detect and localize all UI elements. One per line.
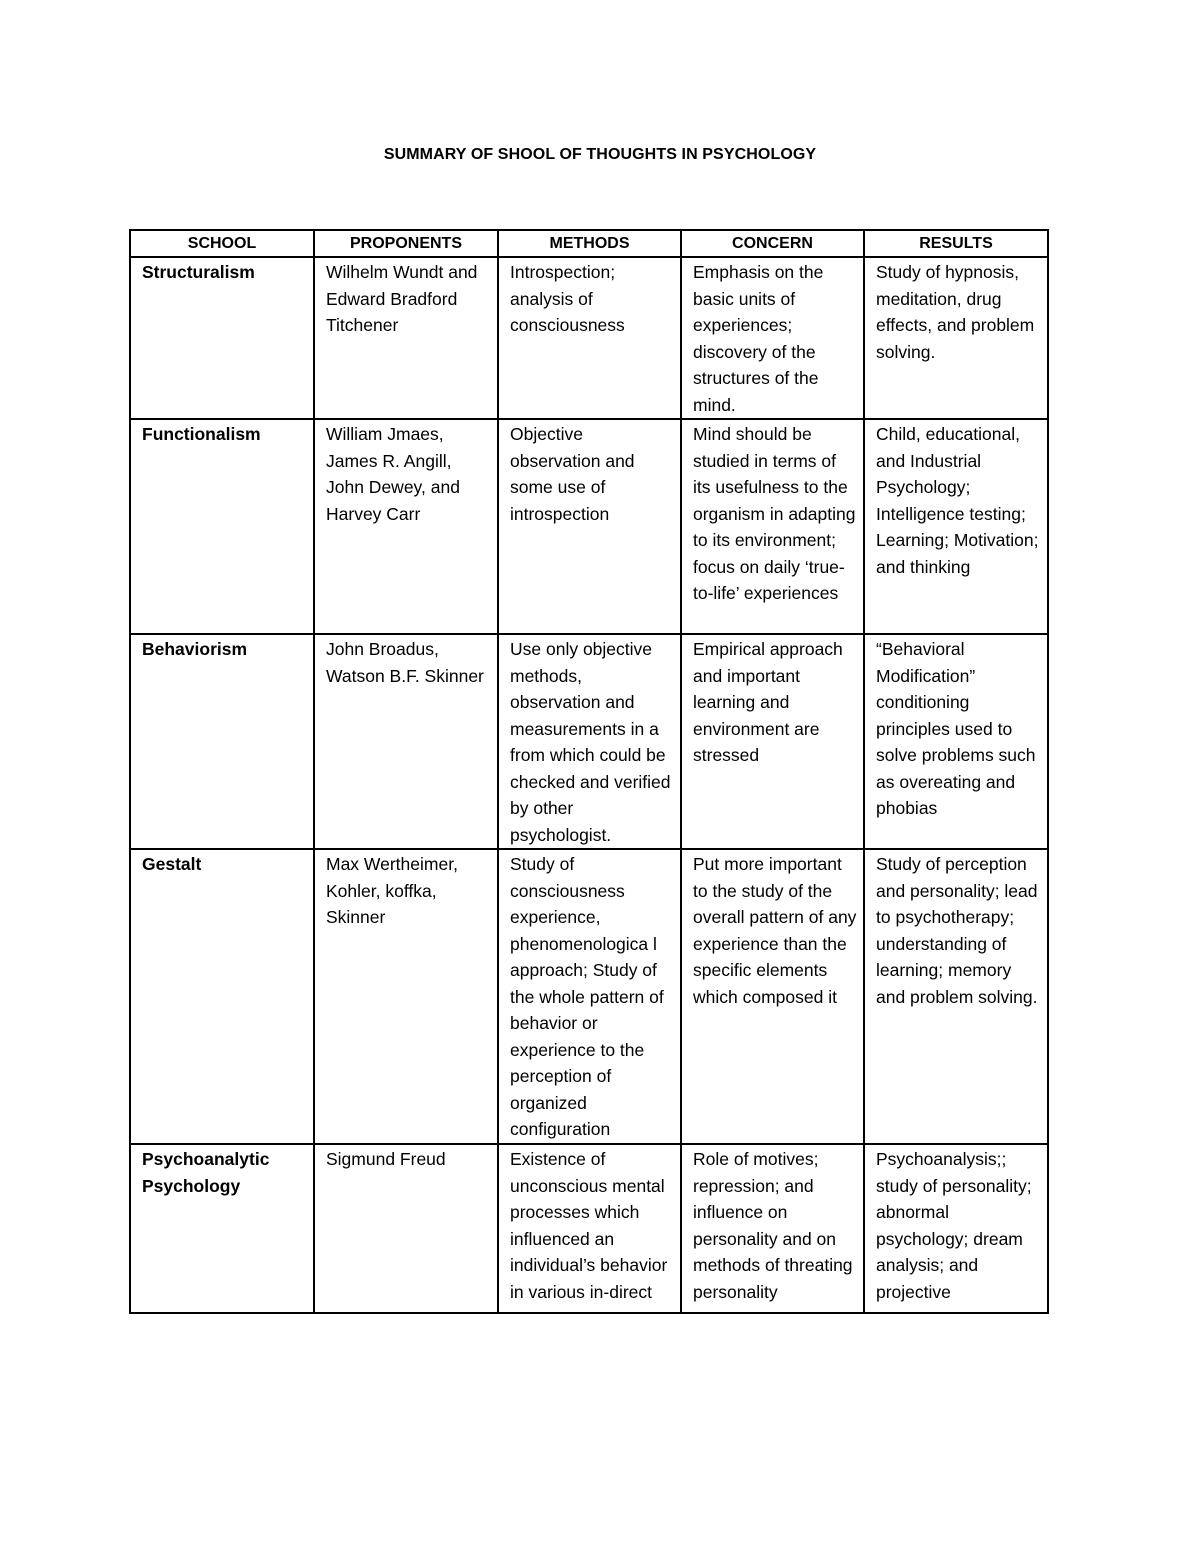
school-cell: Psychoanalytic Psychology: [130, 1144, 314, 1313]
results-cell: “Behavioral Modification” conditioning principles used to solve problems such as overeating and phobias: [864, 634, 1048, 849]
proponents-cell: William Jmaes, James R. Angill, John Dewey, and Harvey Carr: [314, 419, 498, 634]
methods-cell: Objective observation and some use of introspection: [498, 419, 681, 634]
page-title: SUMMARY OF SHOOL OF THOUGHTS IN PSYCHOLOGY: [383, 146, 817, 163]
proponents-cell: Max Wertheimer, Kohler, koffka, Skinner: [314, 849, 498, 1144]
results-cell: Child, educational, and Industrial Psychology; Intelligence testing; Learning; Motivation; and thinking: [864, 419, 1048, 634]
table-row: [130, 1144, 1048, 1313]
header-results: RESULTS: [864, 230, 1048, 257]
table-row: [130, 419, 1048, 634]
concern-cell: Emphasis on the basic units of experiences; discovery of the structures of the mind.: [681, 257, 864, 419]
methods-cell: Existence of unconscious mental processes which influenced an individual’s behavior in various in-direct: [498, 1144, 681, 1313]
results-cell: Psychoanalysis;; study of personality; abnormal psychology; dream analysis; and projective: [864, 1144, 1048, 1313]
header-proponents: PROPONENTS: [314, 230, 498, 257]
concern-cell: Put more important to the study of the overall pattern of any experience than the specific elements which composed it: [681, 849, 864, 1144]
table-row: [130, 634, 1048, 849]
proponents-cell: Wilhelm Wundt and Edward Bradford Titchener: [314, 257, 498, 419]
methods-cell: Study of consciousness experience, phenomenologica l approach; Study of the whole pattern of behavior or experience to the perception of organized configuration: [498, 849, 681, 1144]
proponents-cell: John Broadus, Watson B.F. Skinner: [314, 634, 498, 849]
results-cell: Study of perception and personality; lead to psychotherapy; understanding of learning; memory and problem solving.: [864, 849, 1048, 1144]
school-cell: Structuralism: [130, 257, 314, 419]
table-row: [130, 849, 1048, 1144]
school-cell: Behaviorism: [130, 634, 314, 849]
school-cell: Functionalism: [130, 419, 314, 634]
table-header-row: [130, 230, 1048, 257]
concern-cell: Empirical approach and important learning and environment are stressed: [681, 634, 864, 849]
table-row: [130, 257, 1048, 419]
results-cell: Study of hypnosis, meditation, drug effects, and problem solving.: [864, 257, 1048, 419]
header-concern: CONCERN: [681, 230, 864, 257]
methods-cell: Introspection; analysis of consciousness: [498, 257, 681, 419]
header-school: SCHOOL: [130, 230, 314, 257]
school-cell: Gestalt: [130, 849, 314, 1144]
methods-cell: Use only objective methods, observation and measurements in a from which could be checked and verified by other psychologist.: [498, 634, 681, 849]
header-methods: METHODS: [498, 230, 681, 257]
psychology-schools-table: [129, 229, 1049, 1314]
concern-cell: Mind should be studied in terms of its usefulness to the organism in adapting to its environment; focus on daily ‘true-to-life’ experiences: [681, 419, 864, 634]
proponents-cell: Sigmund Freud: [314, 1144, 498, 1313]
concern-cell: Role of motives; repression; and influence on personality and on methods of threating personality: [681, 1144, 864, 1313]
